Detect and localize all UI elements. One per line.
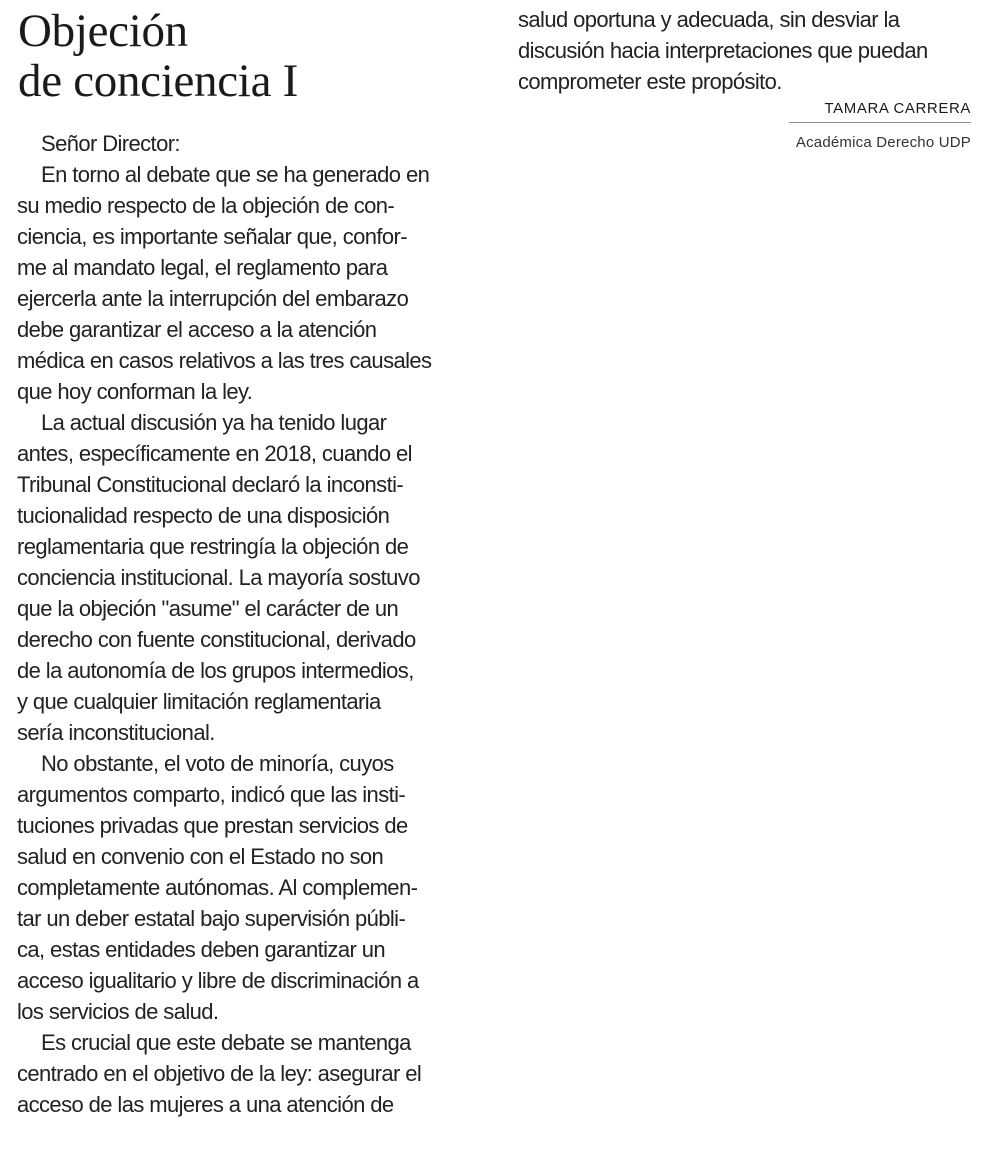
text-line: salud en convenio con el Estado no son [17,844,384,869]
text-line: acceso igualitario y libre de discriminación a [17,968,419,993]
text-line: acceso de las mujeres a una atención de [17,1092,394,1117]
signature-name: TAMARA CARRERA [789,99,971,123]
text-line: los servicios de salud. [17,999,219,1024]
text-line: su medio respecto de la objeción de con- [17,193,395,218]
text-line: Tribunal Constitucional declaró la inconsti- [17,472,404,497]
text-line: debe garantizar el acceso a la atención [17,317,377,342]
text-line: La actual discusión ya ha tenido lugar [41,410,387,435]
body-column-left [17,128,479,1120]
text-line: sería inconstitucional. [17,720,215,745]
text-line: tucionalidad respecto de una disposición [17,503,390,528]
text-line: médica en casos relativos a las tres causales [17,348,432,373]
text-line: derecho con fuente constitucional, derivado [17,627,416,652]
signature-role: Académica Derecho UDP [795,134,971,151]
text-line: y que cualquier limitación reglamentaria [17,689,381,714]
text-line: tar un deber estatal bajo supervisión públi- [17,906,406,931]
text-line: completamente autónomas. Al complemen- [17,875,418,900]
text-line: Es crucial que este debate se mantenga [41,1030,411,1055]
text-line: de la autonomía de los grupos intermedios, [17,658,414,683]
text-line: ca, estas entidades deben garantizar un [17,937,385,962]
text-line: tuciones privadas que prestan servicios de [17,813,408,838]
text-line: que hoy conforman la ley. [17,379,253,404]
text-line: ejercerla ante la interrupción del embarazo [17,286,409,311]
text-line: antes, específicamente en 2018, cuando el [17,441,412,466]
text-line: reglamentaria que restringía la objeción de [17,534,409,559]
text-line: me al mandato legal, el reglamento para [17,255,388,280]
title-line-1: Objeción [18,5,188,57]
text-line: ciencia, es importante señalar que, confor- [17,224,407,249]
body-column-right [518,4,980,97]
text-line: En torno al debate que se ha generado en [41,162,430,187]
article-title [18,6,298,106]
text-line: discusión hacia interpretaciones que puedan [518,38,928,63]
text-line: argumentos comparto, indicó que las insti- [17,782,406,807]
text-line: salud oportuna y adecuada, sin desviar la [518,7,900,32]
text-line: centrado en el objetivo de la ley: asegurar el [17,1061,422,1086]
text-line: No obstante, el voto de minoría, cuyos [41,751,394,776]
text-line: que la objeción "asume" el carácter de un [17,596,399,621]
text-line: Señor Director: [41,131,180,156]
title-line-2: de conciencia I [18,55,298,107]
text-line: conciencia institucional. La mayoría sostuvo [17,565,420,590]
text-line: comprometer este propósito. [518,69,782,94]
